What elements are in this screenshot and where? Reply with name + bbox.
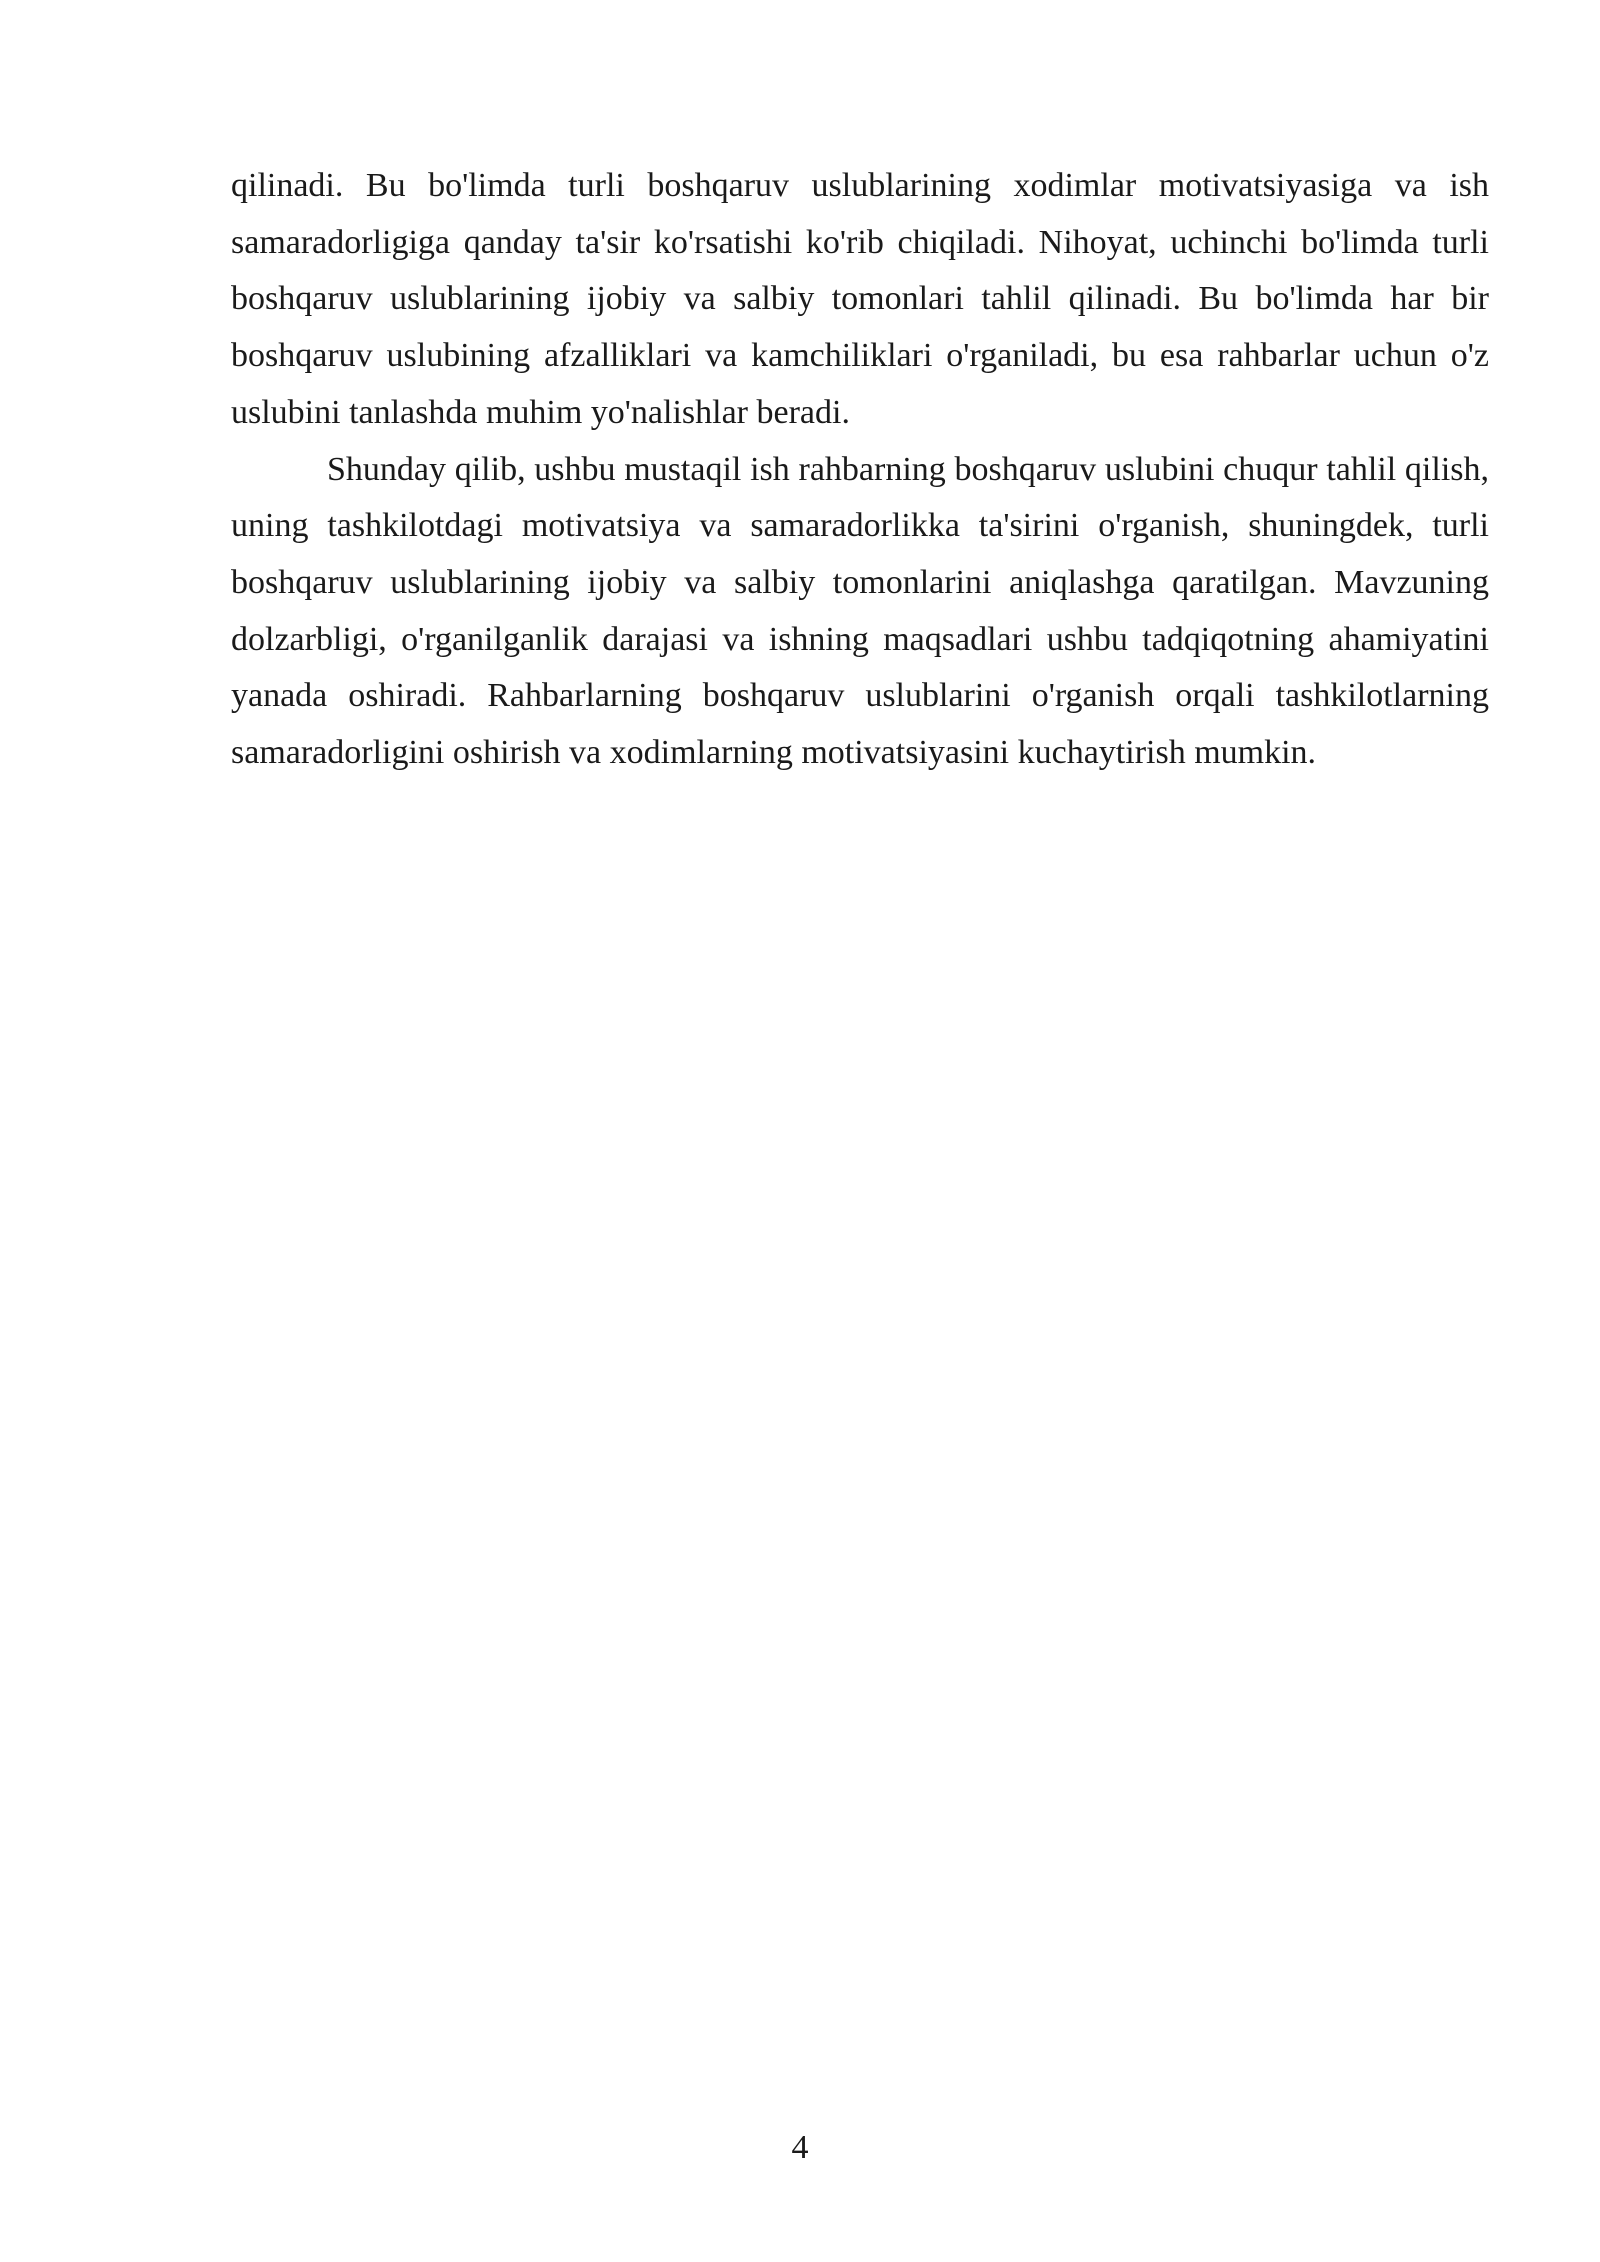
body-text bbox=[231, 158, 1489, 782]
page-number: 4 bbox=[791, 2129, 809, 2166]
paragraph-continuation: qilinadi. Bu bo'limda turli boshqaruv uslublarining xodimlar motivatsiyasiga va ish samaradorligiga qanday ta'sir ko'rsatishi ko'rib chiqiladi. Nihoyat, uchinchi bo'limda turli boshqaruv uslublarining ijobiy va salbiy tomonlari tahlil qilinadi. Bu bo'limda har bir boshqaruv uslubining afzalliklari va kamchiliklari o'rganiladi, bu esa rahbarlar uchun o'z uslubini tanlashda muhim yo'nalishlar beradi. bbox=[231, 167, 1489, 431]
paragraph-conclusion: Shunday qilib, ushbu mustaqil ish rahbarning boshqaruv uslubini chuqur tahlil qilish, uning tashkilotdagi motivatsiya va samaradorlikka ta'sirini o'rganish, shuningdek, turli boshqaruv uslublarining ijobiy va salbiy tomonlarini aniqlashga qaratilgan. Mavzuning dolzarbligi, o'rganilganlik darajasi va ishning maqsadlari ushbu tadqiqotning ahamiyatini yanada oshiradi. Rahbarlarning boshqaruv uslublarini o'rganish orqali tashkilotlarning samaradorligini oshirish va xodimlarning motivatsiyasini kuchaytirish mumkin. bbox=[231, 450, 1489, 772]
